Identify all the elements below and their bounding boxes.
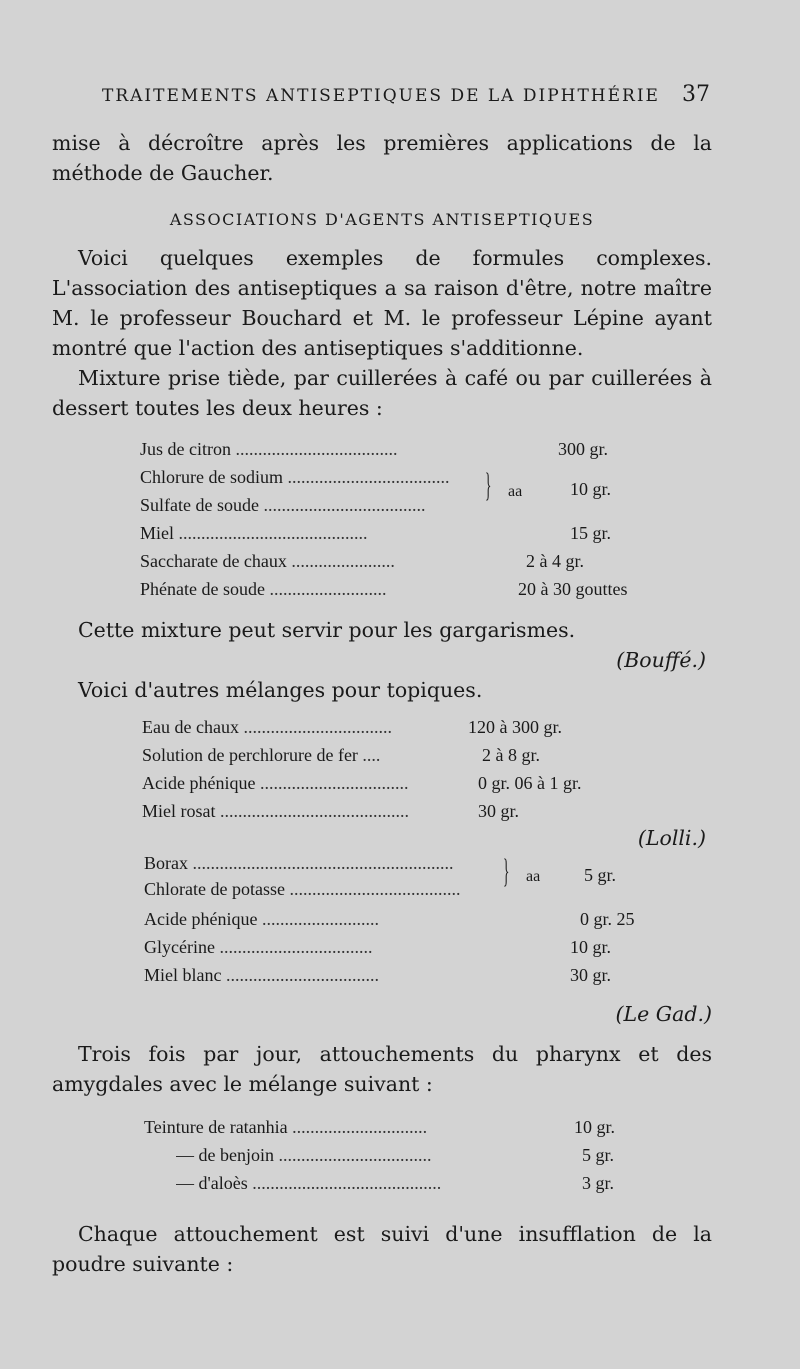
intro-paragraph: mise à décroître après les premières applications de la méthode de Gaucher. [52,131,712,185]
aa-label: aa [508,483,523,500]
paragraph-formulas: Voici quelques exemples de formules complexes. L'association des antiseptiques a sa raison d'être, notre maître M. le professeur Bouchard et M. le professeur Lépine ayant montré que l'action des antiseptiques s'additionne. [52,246,712,360]
paragraph-topiques: Voici d'autres mélanges pour topiques. [78,678,483,702]
recipe-3: Borax .......................................................... Chlorate de potasse ...................................... } aa 5 gr. Acide phénique .......................... 0 gr. 25 Glycérine .................................. 10 gr. Miel blanc .................................. 30 gr. [144,853,635,985]
paragraph-mixture: Mixture prise tiède, par cuillerées à café ou par cuillerées à dessert toutes les deux heures : [52,366,712,420]
recipe-1: Jus de citron .................................... 300 gr. Chlorure de sodium .................................... Sulfate de soude .................................... } aa 10 gr. Miel .......................................... 15 gr. Saccharate de chaux ....................... 2 à 4 gr. Phénate de soude .......................... 20 à 30 gouttes [140,439,628,599]
brace: } [502,853,510,890]
recipe-4: Teinture de ratanhia .............................. 10 gr. — de benjoin .................................. 5 gr. — d'aloès .......................................... 3 gr. [144,1117,616,1193]
paragraph-insufflation: Chaque attouchement est suivi d'une insufflation de la poudre suivante : [52,1222,712,1276]
attribution-bouffe: (Bouffé.) [616,648,706,672]
running-title: TRAITEMENTS ANTISEPTIQUES DE LA DIPHTHÉRIE [102,86,660,106]
attribution-lolli: (Lolli.) [637,826,706,850]
page-body [52,128,712,1279]
recipe-2: Eau de chaux ................................. 120 à 300 gr. Solution de perchlorure de fer .... 2 à 8 gr. Acide phénique ................................. 0 gr. 06 à 1 gr. Miel rosat .......................................... 30 gr. [142,717,582,821]
shared-quantity: 5 gr. [584,865,617,885]
attribution-le-gad: (Le Gad.) [615,1002,712,1026]
brace: } [484,467,492,504]
paragraph-attouchements: Trois fois par jour, attouchements du pharynx et des amygdales avec le mélange suivant : [52,1042,712,1096]
running-header [0,82,800,114]
section-title: ASSOCIATIONS D'AGENTS ANTISEPTIQUES [169,210,595,229]
paragraph-gargarisms: Cette mixture peut servir pour les gargarismes. [78,618,576,642]
aa-label: aa [526,868,541,885]
shared-quantity: 10 gr. [570,479,612,499]
page-number: 37 [682,82,710,107]
